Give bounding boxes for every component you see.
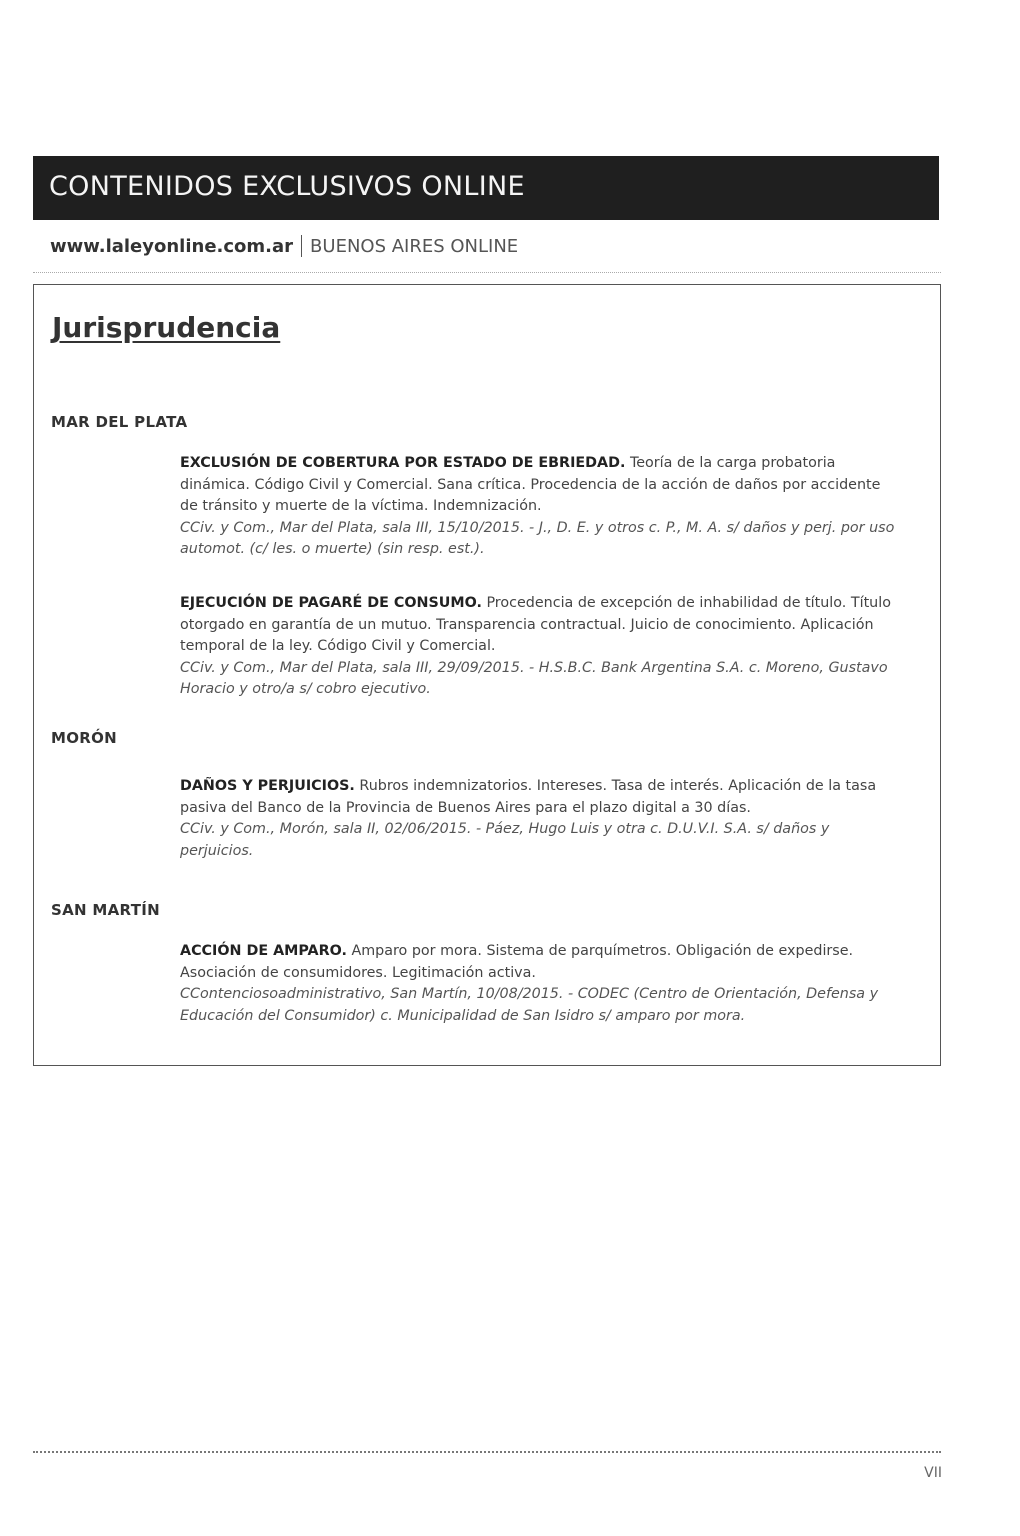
case-text: Rubros indemnizatorios. Intereses. Tasa de interés. Aplicación de la tasa pasiva del Banco de la Provincia de Buenos Aires para el plazo digital a 30 días. xyxy=(180,778,877,816)
site-url-link[interactable]: www.laleyonline.com.ar xyxy=(50,236,294,257)
case-title: ACCIÓN DE AMPARO. xyxy=(180,943,347,959)
case-entry xyxy=(180,593,902,701)
site-line xyxy=(50,235,518,257)
case-title: EJECUCIÓN DE PAGARÉ DE CONSUMO. xyxy=(180,595,482,611)
case-citation: CCiv. y Com., Morón, sala II, 02/06/2015. - Páez, Hugo Luis y otra c. D.U.V.I. S.A. s/ daños y perjuicios. xyxy=(180,821,830,859)
site-divider xyxy=(301,235,302,257)
city-heading-moron: MORÓN xyxy=(51,729,118,747)
banner-title: CONTENIDOS EXCLUSIVOS ONLINE xyxy=(49,171,525,202)
case-entry xyxy=(180,941,902,1027)
jurisprudence-box xyxy=(33,284,941,1066)
case-citation: CCiv. y Com., Mar del Plata, sala III, 29/09/2015. - H.S.B.C. Bank Argentina S.A. c. Moreno, Gustavo Horacio y otro/a s/ cobro ejecutivo. xyxy=(180,659,888,697)
case-text: Amparo por mora. Sistema de parquímetros. Obligación de expedirse. Asociación de consumidores. Legitimación activa. xyxy=(180,943,854,981)
case-text: Teoría de la carga probatoria dinámica. Código Civil y Comercial. Sana crítica. Procedencia de la acción de daños por accidente de tránsito y muerte de la víctima. Indemnización. xyxy=(180,455,881,514)
city-heading-mar-del-plata: MAR DEL PLATA xyxy=(51,413,188,431)
case-summary xyxy=(180,453,902,518)
site-section-label: BUENOS AIRES ONLINE xyxy=(310,236,519,257)
footer-divider xyxy=(33,1451,941,1453)
case-citation: CContenciosoadministrativo, San Martín, 10/08/2015. - CODEC (Centro de Orientación, Defensa y Educación del Consumidor) c. Municipalidad de San Isidro s/ amparo por mora. xyxy=(180,986,879,1024)
city-heading-san-martin: SAN MARTÍN xyxy=(51,901,160,919)
section-heading: Jurisprudencia xyxy=(52,311,281,344)
case-title: DAÑOS Y PERJUICIOS. xyxy=(180,778,355,794)
case-entry xyxy=(180,453,902,561)
header-divider xyxy=(33,272,941,273)
header-banner xyxy=(33,156,939,220)
case-text: Procedencia de excepción de inhabilidad de título. Título otorgado en garantía de un mutuo. Transparencia contractual. Juicio de conocimiento. Aplicación temporal de la ley. Código Civil y Comercial. xyxy=(180,595,891,654)
case-summary xyxy=(180,593,902,658)
page-number: VII xyxy=(924,1465,942,1481)
case-summary xyxy=(180,776,902,819)
case-citation: CCiv. y Com., Mar del Plata, sala III, 15/10/2015. - J., D. E. y otros c. P., M. A. s/ daños y perj. por uso automot. (c/ les. o muerte) (sin resp. est.). xyxy=(180,519,895,557)
case-title: EXCLUSIÓN DE COBERTURA POR ESTADO DE EBRIEDAD. xyxy=(180,455,626,471)
case-summary xyxy=(180,941,902,984)
case-entry xyxy=(180,776,902,862)
